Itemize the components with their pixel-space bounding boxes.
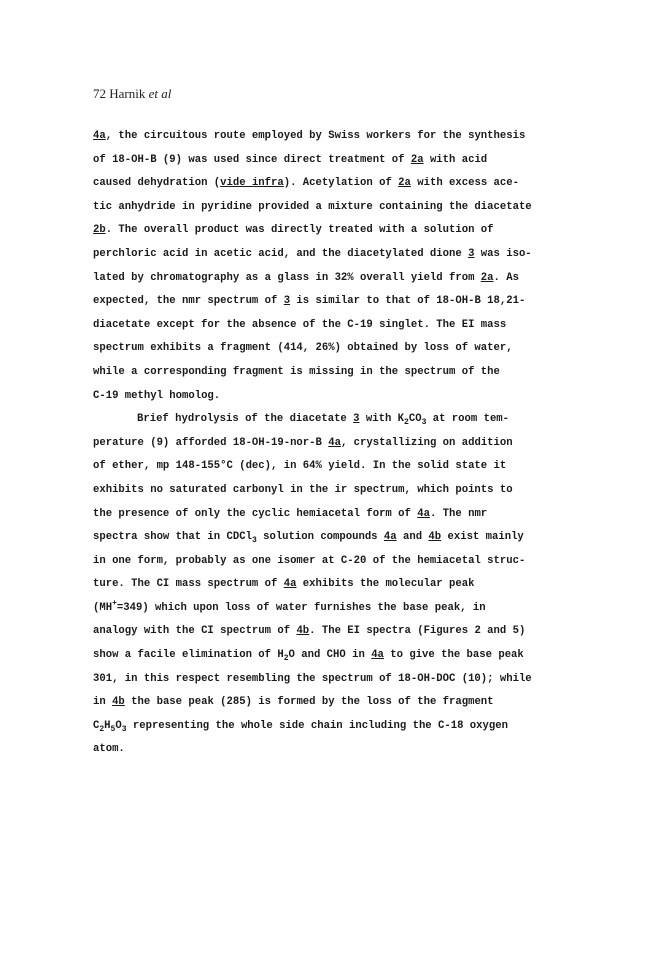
text-run: with acid	[423, 153, 488, 166]
text-run: O	[115, 719, 122, 732]
text-line	[93, 479, 653, 503]
text-line	[93, 668, 653, 692]
compound-ref: 4a	[383, 531, 397, 544]
text-run: diacetate except for the absence of the C-19 singlet. The EI mass	[93, 318, 507, 331]
text-run: perchloric acid in acetic acid, and the diacetylated dione	[93, 247, 469, 260]
text-line	[93, 738, 653, 762]
text-line	[93, 243, 653, 267]
compound-ref: 4a	[93, 130, 106, 142]
text-run: of 18-OH-B (9) was used since direct treatment of	[93, 153, 411, 166]
text-run: C-19 methyl homolog.	[93, 389, 221, 402]
text-line	[93, 550, 653, 574]
text-line	[93, 337, 653, 361]
text-line	[93, 125, 653, 149]
text-run: was iso-	[474, 247, 532, 260]
subscript: 3	[421, 418, 427, 428]
text-run: with excess ace-	[410, 177, 519, 190]
compound-ref: 4a	[371, 649, 384, 662]
text-line	[93, 219, 653, 243]
text-line	[93, 290, 653, 314]
text-run: and	[396, 531, 429, 544]
text-run: atom.	[93, 743, 125, 756]
text-line	[93, 715, 653, 739]
text-run: , crystallizing on addition	[340, 436, 513, 449]
text-line	[93, 691, 653, 715]
body-text	[93, 125, 653, 762]
subscript: 5	[110, 724, 116, 734]
text-run: CO	[408, 413, 422, 426]
compound-ref: 2a	[480, 271, 494, 284]
text-line	[93, 408, 653, 432]
text-run: . The nmr	[429, 507, 488, 520]
text-run: ture. The CI mass spectrum of	[93, 578, 284, 591]
text-line	[93, 597, 653, 621]
text-line	[93, 149, 653, 173]
text-run: caused dehydration (	[93, 177, 221, 190]
compound-ref: 2b	[93, 224, 106, 237]
compound-ref: 2a	[410, 153, 424, 166]
text-run: O and CHO in	[288, 649, 372, 662]
text-run: of ether, mp 148-155°C (dec), in 64% yield. In the solid state it	[93, 460, 507, 473]
text-run: show a facile elimination of H	[93, 649, 284, 662]
subscript: 2	[404, 418, 409, 428]
text-run: with K	[359, 413, 405, 426]
page-header	[93, 86, 171, 102]
text-run: 301, in this respect resembling the spectrum of 18-OH-DOC (10); while	[93, 672, 532, 685]
text-run: exist mainly	[441, 531, 524, 544]
compound-ref: 3	[283, 295, 291, 308]
text-run: spectrum exhibits a fragment (414, 26%) obtained by loss of water,	[93, 342, 513, 355]
text-run: . The overall product was directly treated with a solution of	[105, 224, 494, 237]
text-line	[93, 196, 653, 220]
text-line	[93, 385, 653, 409]
text-run: ). Acetylation of	[283, 177, 399, 190]
text-run: representing the whole side chain including the C-18 oxygen	[126, 719, 508, 732]
compound-ref: 4a	[328, 436, 341, 449]
text-run: in one form, probably as one isomer at C-20 of the hemiacetal struc-	[93, 554, 526, 567]
author-etal: et al	[148, 86, 172, 101]
text-line	[93, 644, 653, 668]
text-run: the presence of only the cyclic hemiacetal form of	[93, 507, 418, 520]
text-run: at room tem-	[426, 413, 510, 426]
text-run: while a corresponding fragment is missing in the spectrum of the	[93, 365, 500, 378]
text-run: . The EI spectra (Figures 2 and 5)	[309, 625, 526, 638]
subscript: 3	[251, 536, 257, 546]
text-run: solution compounds	[256, 531, 384, 544]
text-run: in	[93, 696, 113, 709]
compound-ref: 3	[353, 413, 360, 426]
compound-ref: vide infra	[220, 177, 284, 190]
text-line	[93, 432, 653, 456]
text-line	[93, 455, 653, 479]
text-run: =349) which upon loss of water furnishes the base peak, in	[116, 601, 486, 614]
compound-ref: 2a	[398, 177, 411, 190]
text-run: expected, the nmr spectrum of	[93, 295, 284, 308]
text-run: tic anhydride in pyridine provided a mixture containing the diacetate	[93, 200, 532, 213]
text-line	[93, 314, 653, 338]
text-line	[93, 172, 653, 196]
compound-ref: 4b	[296, 625, 310, 638]
text-run: exhibits the molecular peak	[296, 578, 475, 591]
superscript: +	[112, 598, 117, 608]
text-line	[93, 361, 653, 385]
page-number: 72	[93, 86, 106, 101]
text-run: Brief hydrolysis of the diacetate	[137, 413, 354, 426]
text-run: , the circuitous route employed by Swiss workers for the synthesis	[105, 130, 526, 142]
compound-ref: 4a	[283, 578, 297, 591]
text-line	[93, 620, 653, 644]
text-run: (MH	[93, 601, 113, 614]
text-line	[93, 267, 653, 291]
text-run: . As	[493, 271, 519, 284]
text-line	[93, 573, 653, 597]
compound-ref: 4b	[112, 696, 125, 709]
text-line	[93, 503, 653, 527]
text-run: perature (9) afforded 18-OH-19-nor-B	[93, 436, 329, 449]
compound-ref: 4b	[428, 531, 442, 544]
text-run: the base peak (285) is formed by the loss of the fragment	[124, 696, 494, 709]
text-line	[93, 526, 653, 550]
text-run: lated by chromatography as a glass in 32% overall yield from	[93, 271, 481, 284]
subscript: 3	[121, 724, 127, 734]
subscript: 2	[99, 724, 105, 734]
text-run: is similar to that of 18-OH-B 18,21-	[290, 295, 526, 308]
text-run: to give the base peak	[383, 649, 524, 662]
text-run: spectra show that in CDCl	[93, 531, 252, 544]
text-run: exhibits no saturated carbonyl in the ir spectrum, which points to	[93, 483, 513, 496]
compound-ref: 4a	[417, 507, 430, 520]
author-name: Harnik	[109, 86, 146, 101]
text-run: analogy with the CI spectrum of	[93, 625, 297, 638]
text-run: C	[93, 719, 100, 732]
text-run: H	[104, 719, 111, 732]
subscript: 2	[283, 654, 289, 664]
compound-ref: 3	[468, 247, 475, 260]
